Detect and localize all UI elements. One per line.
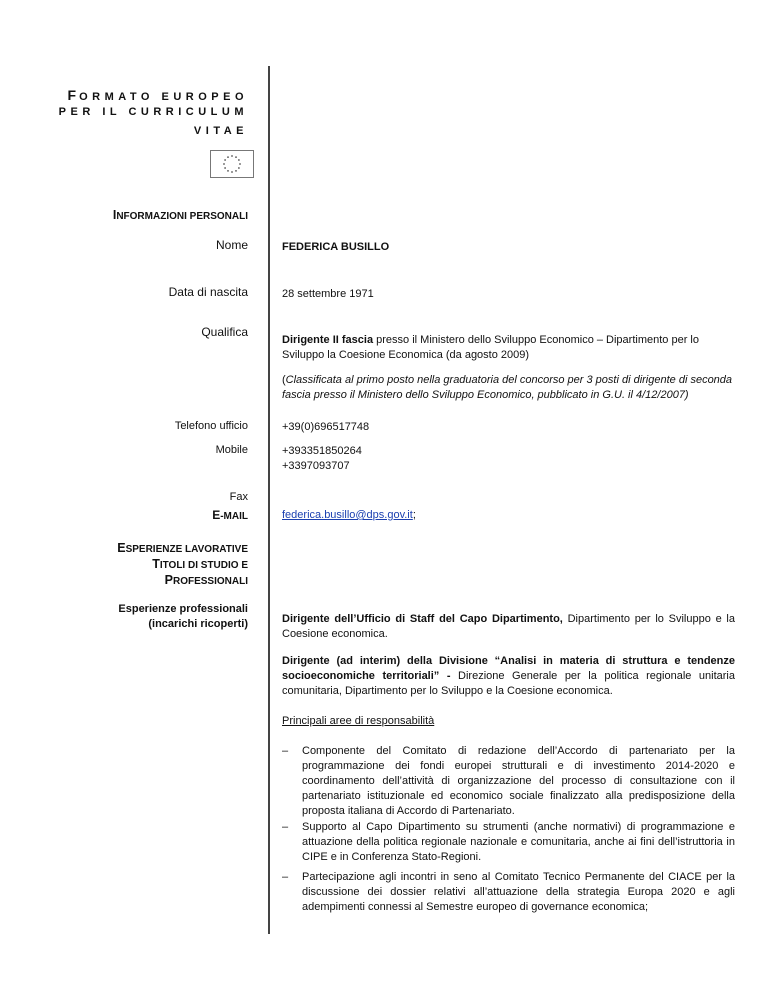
value-birth: 28 settembre 1971 xyxy=(282,288,374,300)
value-role-1: Dirigente dell’Ufficio di Staff del Capo Dipartimento, Dipartimento per lo Sviluppo e la Coesione economica. xyxy=(282,613,735,640)
list-item: – Partecipazione agli incontri in seno al Comitato Tecnico Permanente del CIACE per la discussione dei dossier relativi all’attuazione della strategia Europa 2020 e agli adempimenti connessi al Semestre europeo di governance economica; xyxy=(282,871,735,913)
cv-title-line1: FORMATO EUROPEO xyxy=(67,87,248,103)
value-name: FEDERICA BUSILLO xyxy=(282,241,390,253)
label-phone: Telefono ufficio xyxy=(174,420,248,432)
value-qualifica-note: (Classificata al primo posto nella graduatoria del concorso per 3 posti di dirigente di seconda fascia presso il Ministero dello Sviluppo Economico, pubblicato in G.U. il 4/12/2007) xyxy=(282,374,733,401)
value-email: federica.busillo@dps.gov.it; xyxy=(282,509,416,521)
email-link[interactable]: federica.busillo@dps.gov.it xyxy=(282,509,413,521)
eu-flag-icon xyxy=(210,150,254,178)
section-experience: ESPERIENZE LAVORATIVE TITOLI DI STUDIO E PROFESSIONALI xyxy=(117,541,248,587)
label-fax: Fax xyxy=(229,491,248,503)
value-phone: +39(0)696517748 xyxy=(282,421,370,433)
label-experiences: Esperienze professionali (incarichi ricoperti) xyxy=(118,603,248,630)
section-personal-info: INFORMAZIONI PERSONALI xyxy=(112,208,248,222)
label-birth: Data di nascita xyxy=(168,285,248,299)
cv-title-line2: PER IL CURRICULUM xyxy=(58,106,248,118)
cv-title-line3: VITAE xyxy=(193,125,248,137)
areas-title: Principali aree di responsabilità xyxy=(282,715,435,727)
label-name: Nome xyxy=(215,238,248,252)
label-mobile: Mobile xyxy=(215,444,248,456)
value-qualifica: Dirigente II fascia presso il Ministero dello Sviluppo Economico – Dipartimento per lo Sviluppo la Coesione Economica (da agosto 2009) xyxy=(282,334,699,361)
value-role-2: Dirigente (ad interim) della Divisione “Analisi in materia di struttura e tendenze socioeconomiche territoriali” - Direzione Generale per la politica regionale unitaria comunitaria, Dipartimento per lo Sviluppo e la Coesione economica. xyxy=(282,655,735,697)
list-item: – Supporto al Capo Dipartimento su strumenti (anche normativi) di programmazione e attuazione della politica regionale nazionale e comunitaria, anche ai fini dell’istruttoria in CIPE e in Conferenza Stato-Regioni. xyxy=(282,821,735,863)
label-email: E-MAIL xyxy=(212,508,248,522)
column-divider xyxy=(268,66,270,934)
list-item: – Componente del Comitato di redazione dell’Accordo di partenariato per la programmazione dei fondi europei strutturali e di investimento 2014-2020 e coordinamento dell’attività di organizzazione del processo di consultazione con il partenariato istituzionale ed economico sociale finalizzato alla predisposizione della proposta italiana di Accordo di Partenariato. xyxy=(282,745,735,817)
label-qualifica: Qualifica xyxy=(201,325,248,339)
value-mobile: +393351850264 +3397093707 xyxy=(282,445,362,472)
